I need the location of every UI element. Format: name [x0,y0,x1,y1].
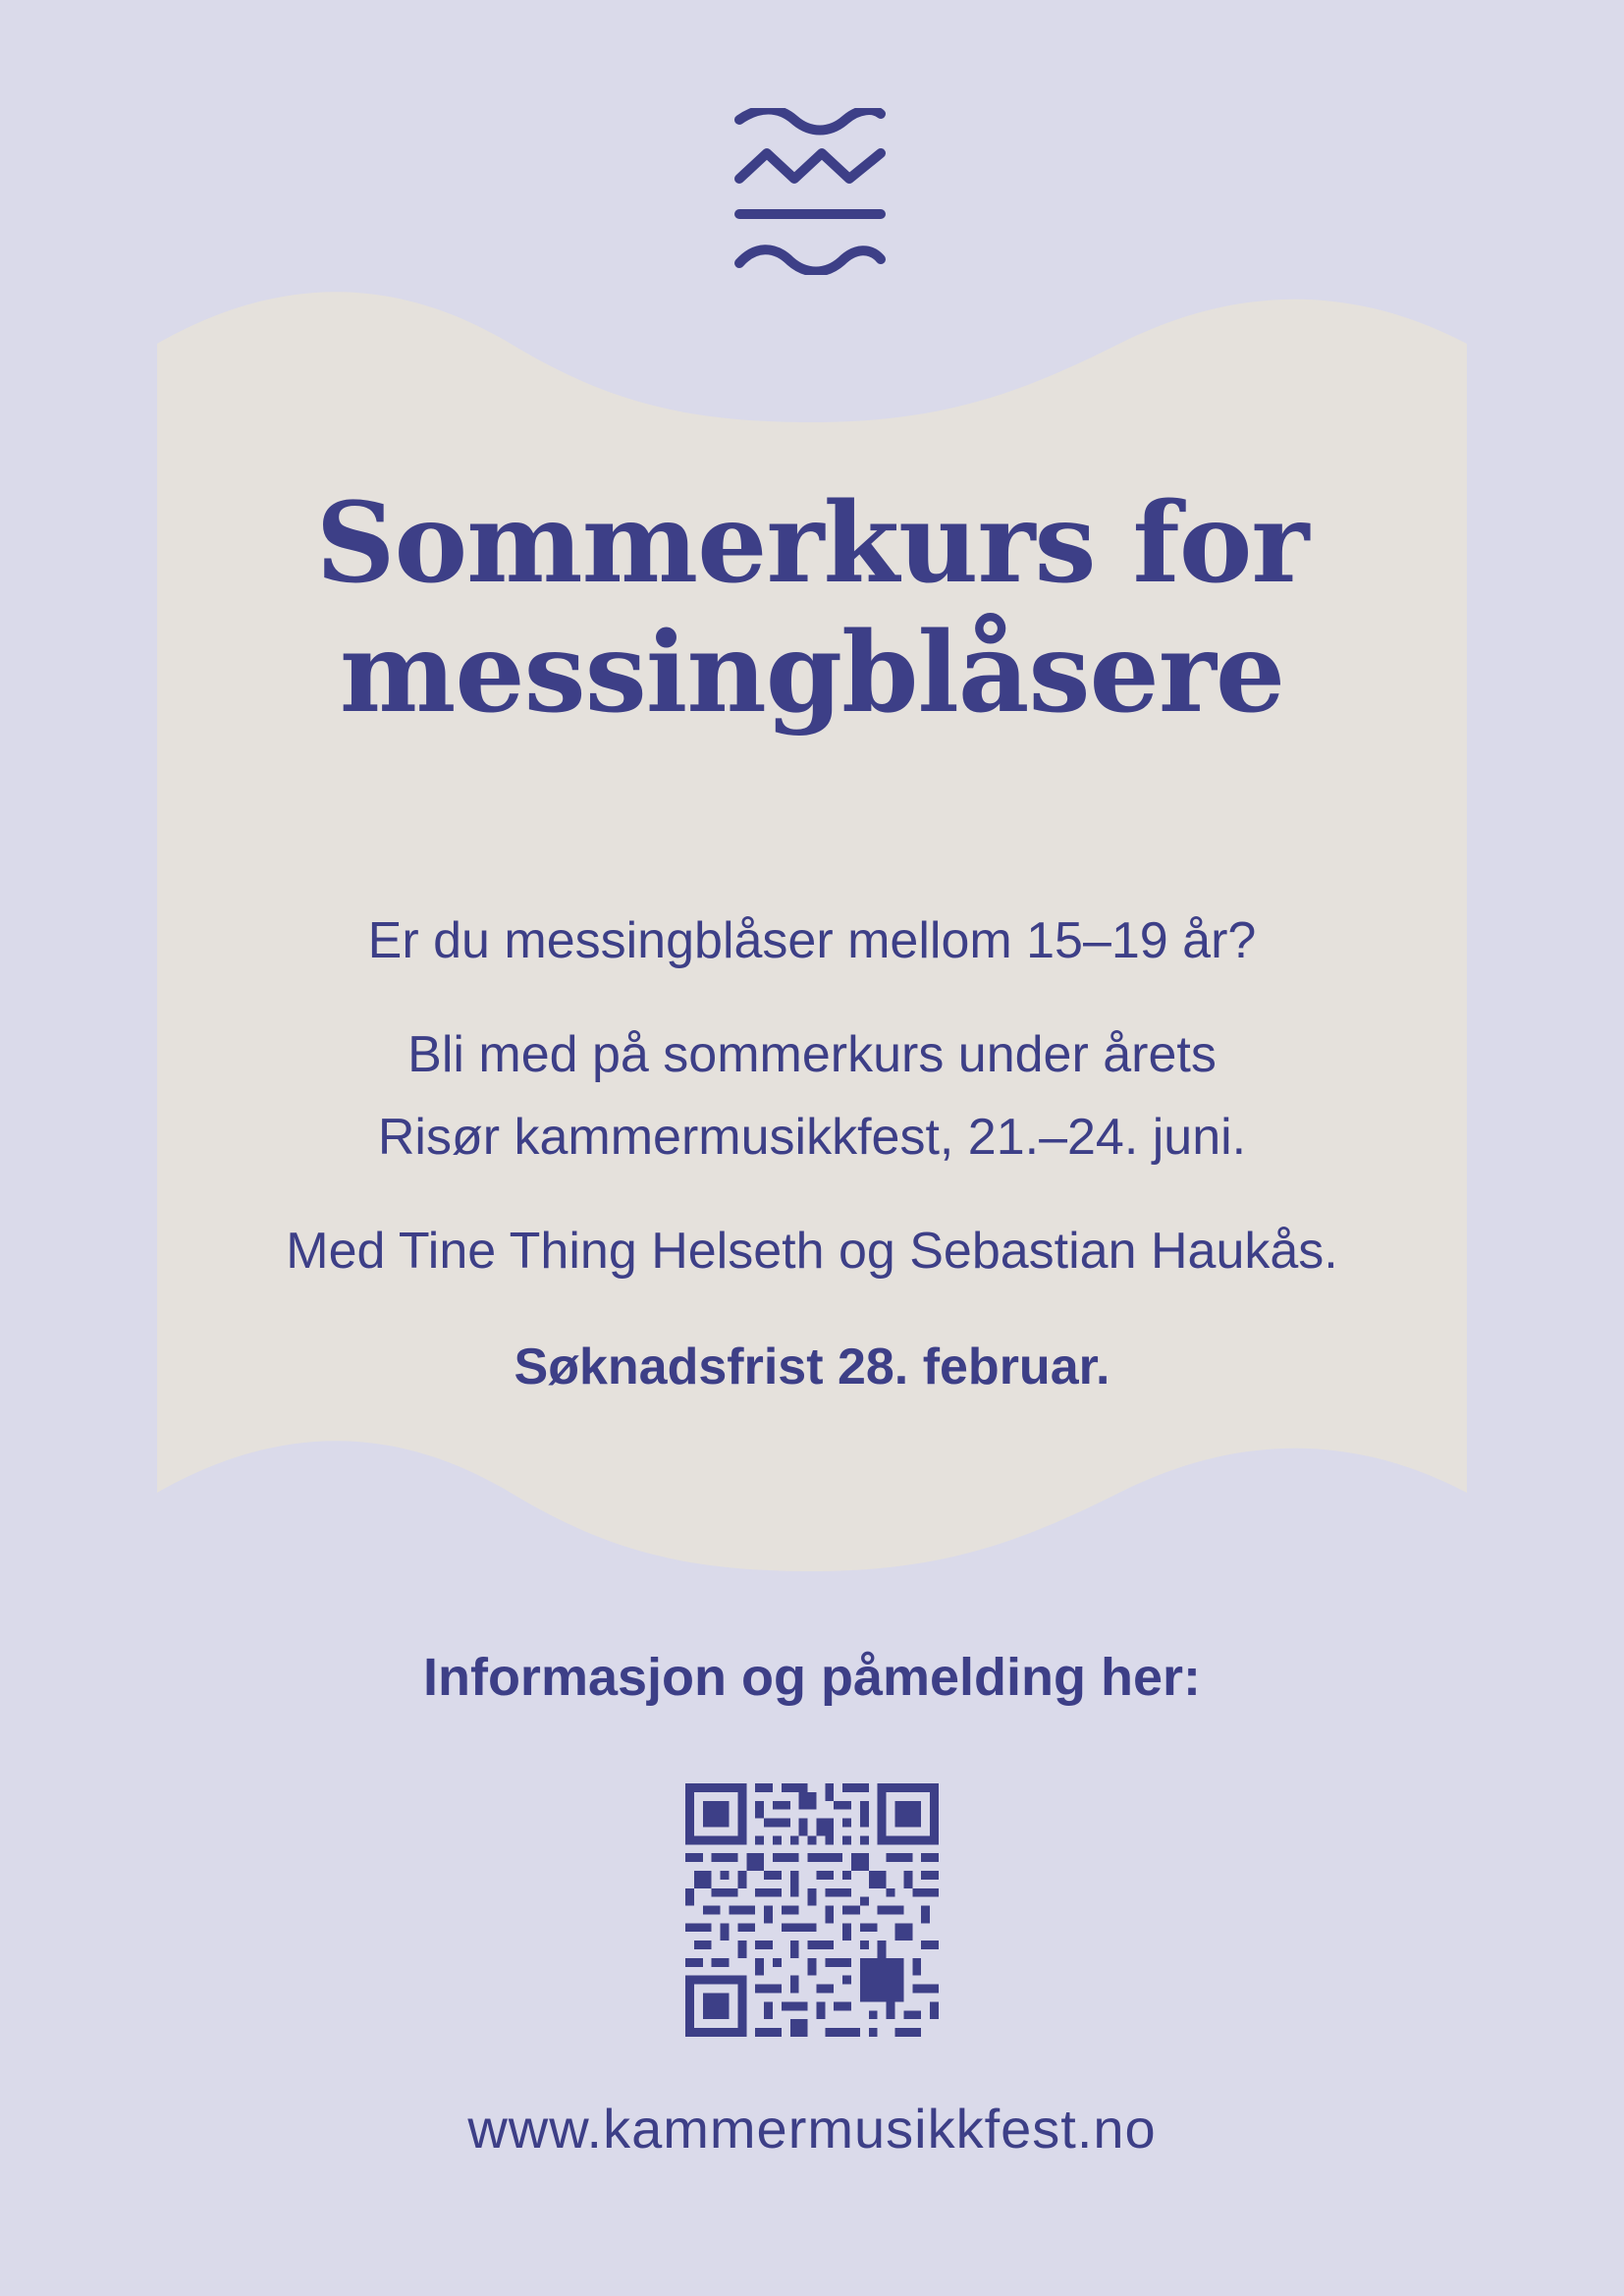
qr-code[interactable] [685,1783,939,2037]
deadline-text: Søknadsfrist 28. februar. [514,1339,1110,1395]
invite-line-2: Risør kammermusikkfest, 21.–24. juni. [377,1109,1247,1166]
teachers-text: Med Tine Thing Helseth og Sebastian Haukås. [286,1223,1338,1280]
question-text: Er du messingblåser mellom 15–19 år? [367,912,1257,969]
title-line-1: Sommerkurs for [315,479,1309,608]
invite-line-1: Bli med på sommerkurs under årets [407,1026,1217,1083]
poster-title [157,479,1467,738]
title-line-2: messingblåsere [339,609,1285,738]
waves-logo-icon [731,108,889,275]
info-heading: Informasjon og påmelding her: [422,1648,1202,1707]
website-link[interactable]: www.kammermusikkfest.no [467,2098,1157,2159]
